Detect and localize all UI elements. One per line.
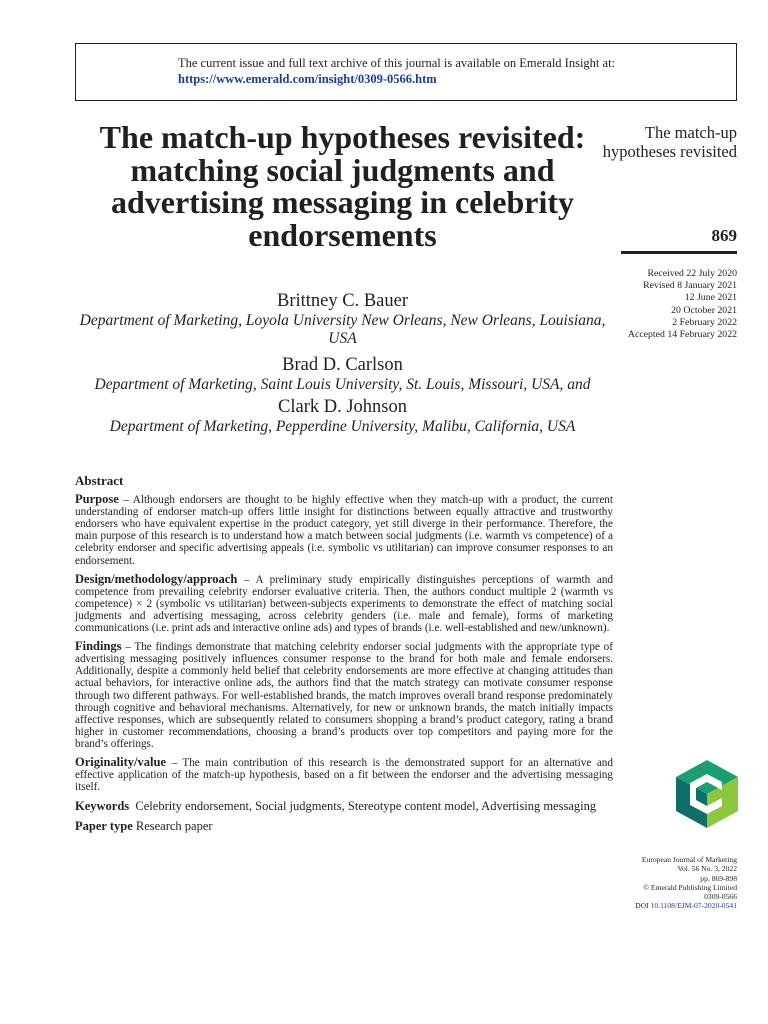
section-text: The findings demonstrate that matching celebrity endorser social judgments with the appropriate type of advertising messaging positively influences consumer response to the brand for both male and female endorsers. Additionally, despite a commonly held belief that celebrity endorsements are more effective at changing attitudes than actual behaviors, for interactive online ads, the authors find that the match strategy can motivate consumer response through two different pathways. For well-established brands, the match improves overall brand response predominately through cognitive and behavioral mechanisms. Alternatively, for new or unknown brands, the match initially impacts affective responses, which are subsequently related to consumers shopping a brand’s product category, rating a brand higher in customer recommendations, choosing a brand’s products over top competitors and paying more for the brand’s offerings. [75,641,613,750]
section-label: Findings [75,639,122,654]
keywords-label: Keywords [75,799,130,814]
doi-line [577,901,737,910]
journal-volume: Vol. 56 No. 3, 2022 [677,864,737,874]
author-affiliation: Department of Marketing, Pepperdine University, Malibu, California, USA [109,418,576,435]
label-dash: – [121,641,135,654]
abstract-design [75,573,613,634]
submission-dates [577,268,737,341]
section-label: Design/methodology/approach [75,571,238,586]
author-name: Brittney C. Bauer [276,291,409,311]
author-list [75,290,610,436]
page-number: 869 [711,226,737,245]
section-text: Although endorsers are thought to be highly effective when they match-up with a product, the current understanding of endorser match-up offers little insight for distinctions between equally attractive and trustworthy endorsers who have equivalent expertise in the product category, yet still diverge in their performance. Therefore, the main purpose of this research is to understand how a match between social judgments (i.e. warmth vs competence) of a celebrity endorser and specific advertising appeals (i.e. symbolic vs utilitarian) can improve consumer responses to an endorsement. [75,494,613,567]
doi-link[interactable]: 10.1108/EJM-07-2020-0541 [650,901,737,911]
author-affiliation: Department of Marketing, Loyola University New Orleans, New Orleans, Louisiana, USA [79,312,606,347]
abstract-heading: Abstract [75,473,124,488]
date-line: Revised 8 January 2021 [643,280,737,292]
date-line: Accepted 14 February 2022 [627,329,737,341]
doi-label: DOI [635,901,649,911]
journal-name: European Journal of Marketing [641,855,737,864]
sidebar-divider [621,251,737,254]
keywords-text: Celebrity endorsement, Social judgments, Stereotype content model, Advertising messaging [135,799,597,814]
date-line: 12 June 2021 [684,292,737,304]
date-line: 20 October 2021 [671,304,737,316]
journal-info [577,855,737,911]
paper-type-label: Paper type [75,818,133,833]
date-line: 2 February 2022 [672,316,737,328]
keywords [75,799,613,815]
section-label: Originality/value [75,754,166,769]
section-text: The main contribution of this research is the demonstrated support for an alternative and effective application of the match-up hypothesis, based on a fit between the endorser and the advertising messaging itself. [75,756,613,794]
issn: 0309-0566 [704,892,737,902]
publisher: © Emerald Publishing Limited [643,882,737,892]
label-dash: – [165,756,183,769]
abstract-findings [75,640,613,750]
author-name: Clark D. Johnson [278,397,407,417]
paper-type-text: Research paper [135,818,213,833]
journal-access-notice [75,43,737,101]
journal-url-link[interactable]: https://www.emerald.com/insight/0309-0566.htm [178,72,437,86]
date-line: Received 22 July 2020 [647,268,737,279]
journal-pages: pp. 869-898 [700,873,737,883]
paper-type [75,819,613,835]
running-title: The match-up hypotheses revisited [602,123,737,161]
section-label: Purpose [75,492,119,507]
abstract-originality [75,756,613,793]
paper-title: The match-up hypotheses revisited: matching social judgments and advertising messaging in celebrity endorsements [99,119,586,253]
author-name: Brad D. Carlson [282,355,403,375]
author-affiliation: Department of Marketing, Saint Louis University, St. Louis, Missouri, USA, and [94,376,591,393]
abstract [75,475,613,834]
label-dash: – [237,573,256,586]
abstract-purpose [75,493,613,567]
emerald-logo [676,760,738,828]
label-dash: – [118,494,133,507]
access-notice-line: The current issue and full text archive of this journal is available on Emerald Insight at: [178,56,616,70]
access-notice-text [178,55,615,87]
section-text: A preliminary study empirically distinguishes perceptions of warmth and competence from prevailing celebrity endorser evaluative criteria. Then, the authors conduct multiple 2 (warmth vs competence) × 2 (symbolic vs utilitarian) between-subjects experiments to demonstrate the effect of matching social judgments and advertising messaging, across celebrity genders (i.e. male and female), forms of marketing communications (i.e. print ads and interactive online ads) and types of brands (i.e. well-established and new/unknown). [75,573,614,635]
